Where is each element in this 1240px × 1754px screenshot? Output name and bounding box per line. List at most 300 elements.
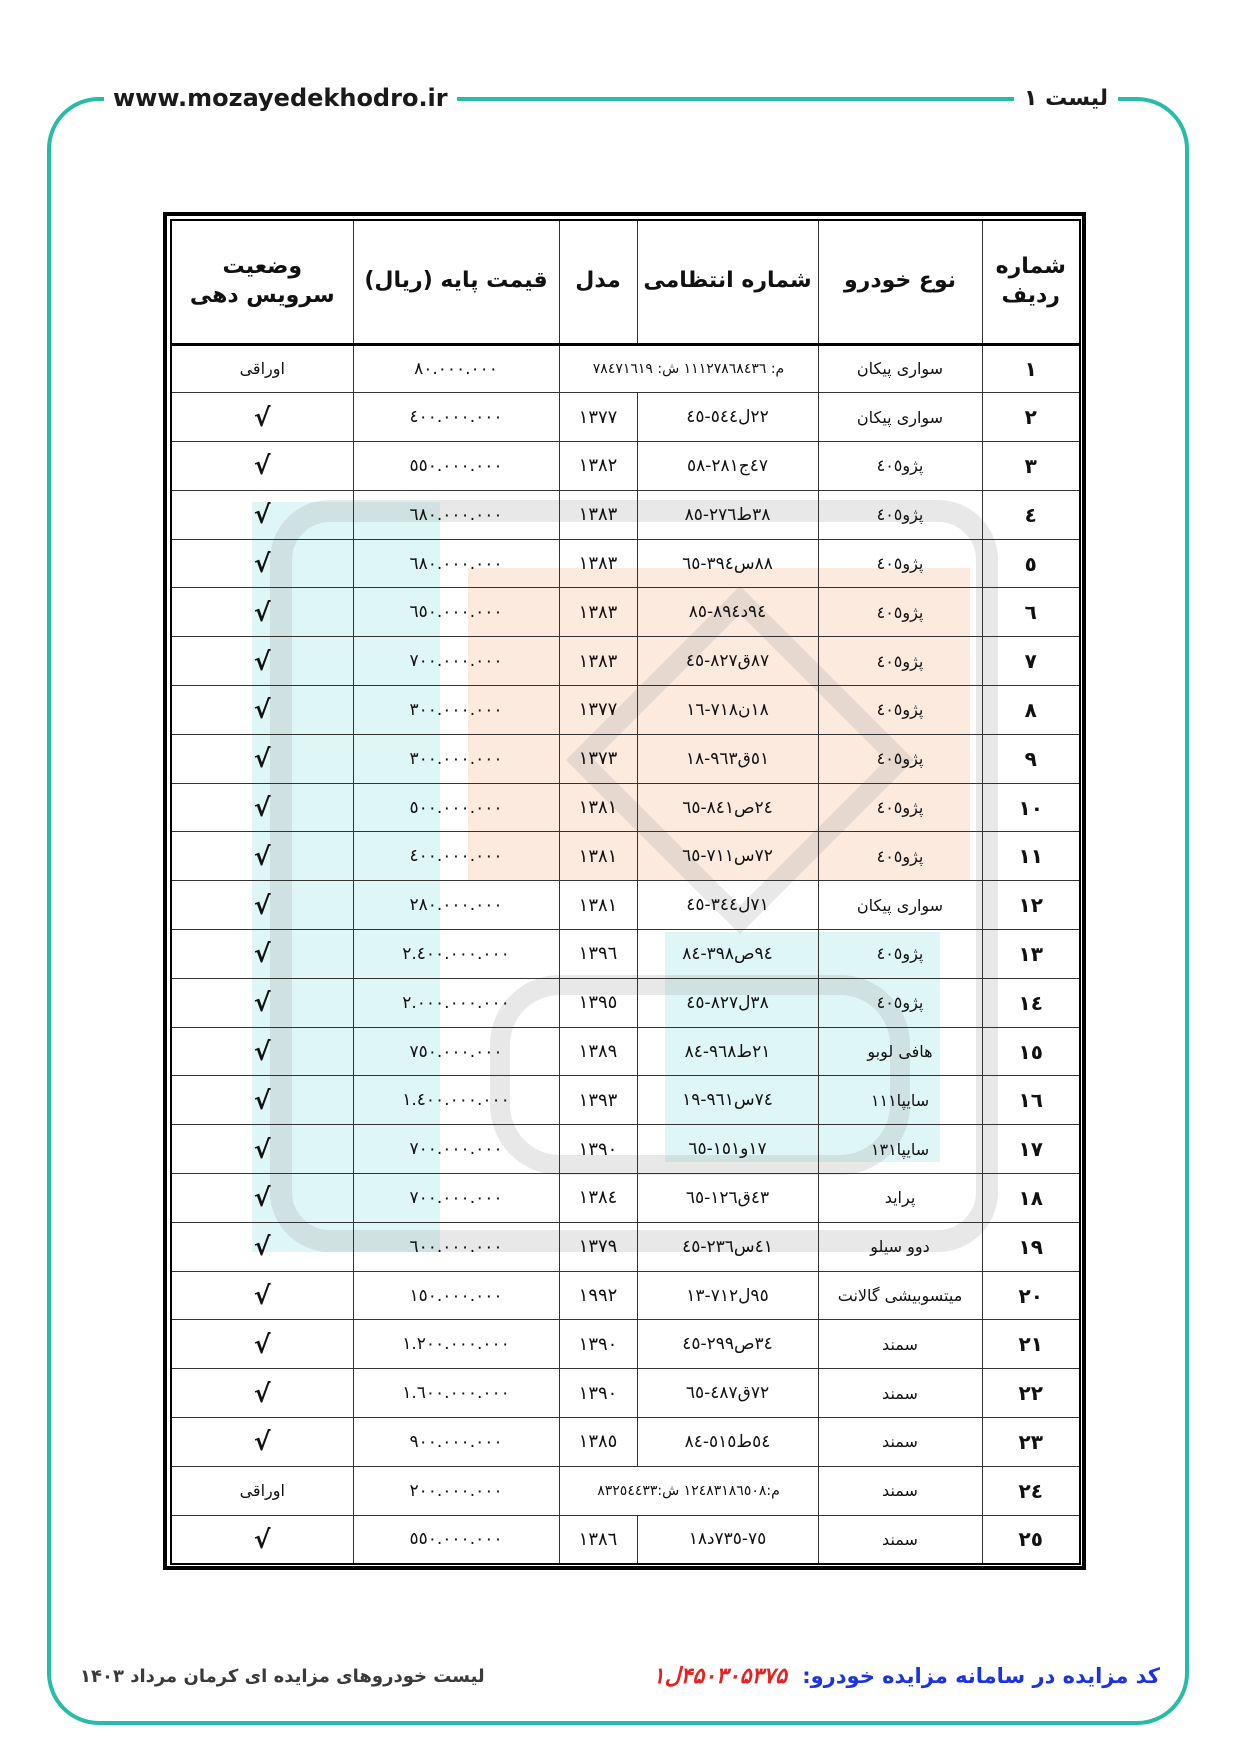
plate-number xyxy=(637,588,818,637)
plate-number-text: ٥٨-٢٨١ج٤٧ xyxy=(686,455,769,476)
plate-number-text: ٦٥-٣٩٤س٨٨ xyxy=(682,553,773,574)
row-number xyxy=(982,1271,1080,1320)
vehicle-type-text: سمند xyxy=(882,1383,918,1403)
base-price-text: ٢.٤٠٠.٠٠٠.٠٠٠ xyxy=(402,943,510,964)
model-year xyxy=(559,1515,637,1564)
vehicle-type xyxy=(818,637,982,686)
service-status-check xyxy=(171,686,353,735)
table-row xyxy=(171,490,1080,539)
service-status-check xyxy=(171,393,353,442)
vehicle-type xyxy=(818,1466,982,1515)
row-number xyxy=(982,344,1080,393)
row-number xyxy=(982,881,1080,930)
plate-number xyxy=(637,1515,818,1564)
base-price xyxy=(353,1418,559,1467)
service-status-check xyxy=(171,588,353,637)
service-status-check-text: √ xyxy=(253,1134,271,1164)
vehicle-type-text: پژو٤٠٥ xyxy=(876,846,924,866)
row-number-text: ٢٢ xyxy=(1018,1381,1043,1406)
row-number xyxy=(982,1125,1080,1174)
model-year-text: ١٣٨٣ xyxy=(578,601,618,623)
model-year-text: ١٣٨١ xyxy=(578,797,618,819)
vehicle-type-text: سمند xyxy=(882,1432,918,1452)
vehicle-type xyxy=(818,344,982,393)
service-status-check xyxy=(171,637,353,686)
table-row xyxy=(171,783,1080,832)
vehicle-type xyxy=(818,1125,982,1174)
plate-number-text: ١٦-٧١٨ن١٨ xyxy=(686,699,769,720)
plate-number-text: ٤٥-٣٤٤ل٧١ xyxy=(686,895,769,916)
row-number xyxy=(982,637,1080,686)
base-price-text: ٦٠٠.٠٠٠.٠٠٠ xyxy=(409,1236,503,1257)
vehicle-type xyxy=(818,442,982,491)
service-status-check xyxy=(171,978,353,1027)
model-year xyxy=(559,1027,637,1076)
row-number-text: ١٨ xyxy=(1018,1185,1043,1210)
plate-number-text: ٦٥-٤٨٧ق٧٢ xyxy=(685,1383,770,1404)
plate-number-text: ٤٥-٨٢٧ل٣٨ xyxy=(686,992,769,1013)
column-header-vehicle-type: نوع خودرو xyxy=(818,220,982,344)
plate-number xyxy=(637,1222,818,1271)
auction-code-label: کد مزایده در سامانه مزایده خودرو: xyxy=(802,1664,1160,1688)
base-price xyxy=(353,734,559,783)
vehicle-type xyxy=(818,1320,982,1369)
model-year xyxy=(559,588,637,637)
vehicle-type-text: سواری پیکان xyxy=(856,407,944,427)
row-number xyxy=(982,588,1080,637)
column-header-service-status: وضعیت سرویس دهی xyxy=(171,220,353,344)
vehicle-type xyxy=(818,1271,982,1320)
column-header-row-number: شماره ردیف xyxy=(982,220,1080,344)
vehicle-type-text: پژو٤٠٥ xyxy=(876,602,924,622)
service-status-check-text: √ xyxy=(253,695,271,725)
service-status-check xyxy=(171,783,353,832)
table-row xyxy=(171,881,1080,930)
service-status-check-text: √ xyxy=(253,451,271,481)
row-number xyxy=(982,930,1080,979)
vehicle-type xyxy=(818,930,982,979)
service-status-check xyxy=(171,1076,353,1125)
service-status-check xyxy=(171,1418,353,1467)
service-status-check xyxy=(171,1320,353,1369)
base-price xyxy=(353,1369,559,1418)
vehicle-type-text: سمند xyxy=(882,1481,918,1501)
base-price-text: ٤٠٠.٠٠٠.٠٠٠ xyxy=(409,846,503,867)
plate-number-text: ١٨د٧٣٥-٧٥ xyxy=(688,1529,767,1550)
plate-number-text: ٨٤-٣٩٨ص٩٤ xyxy=(682,943,773,964)
base-price-text: ٩٠٠.٠٠٠.٠٠٠ xyxy=(409,1431,503,1452)
row-number xyxy=(982,734,1080,783)
vehicle-type xyxy=(818,686,982,735)
plate-number-text: ١٨-٩٦٣ق٥١ xyxy=(685,748,770,769)
model-year xyxy=(559,1076,637,1125)
vehicle-type-text: پژو٤٠٥ xyxy=(876,456,924,476)
plate-number-text: ٤٥-٢٣٦س٤١ xyxy=(682,1236,773,1257)
row-number xyxy=(982,539,1080,588)
website-url: www.mozayedekhodro.ir xyxy=(104,83,457,113)
plate-number xyxy=(637,881,818,930)
row-number-text: ١٥ xyxy=(1018,1039,1043,1064)
vehicle-type xyxy=(818,1515,982,1564)
plate-number-text: ٨٥-٢٧٦ط٣٨ xyxy=(684,504,771,525)
table-row xyxy=(171,344,1080,393)
table-row xyxy=(171,1320,1080,1369)
service-status-text: اوراقی xyxy=(239,1481,285,1501)
vehicle-type xyxy=(818,1369,982,1418)
row-number-text: ٢٣ xyxy=(1018,1429,1043,1454)
row-number-text: ٢٤ xyxy=(1018,1478,1043,1503)
vehicle-type xyxy=(818,1418,982,1467)
table-row xyxy=(171,1027,1080,1076)
row-number xyxy=(982,1369,1080,1418)
plate-number-text: ٨٤-٥١٥ط٥٤ xyxy=(684,1431,771,1452)
base-price xyxy=(353,442,559,491)
service-status-check-text: √ xyxy=(253,793,271,823)
service-status-check-text: √ xyxy=(253,646,271,676)
service-status-check-text: √ xyxy=(253,1378,271,1408)
base-price xyxy=(353,490,559,539)
model-year-text: ١٩٩٢ xyxy=(578,1285,618,1307)
model-year xyxy=(559,930,637,979)
vehicle-type-text: پژو٤٠٥ xyxy=(876,749,924,769)
row-number-text: ٦ xyxy=(1024,600,1037,625)
service-status-check-text: √ xyxy=(253,1427,271,1457)
chassis-engine-number-text: م: ١١١٢٧٨٦٨٤٣٦ ش: ٧٨٤٧١٦١٩ xyxy=(592,360,785,377)
service-status-check xyxy=(171,1125,353,1174)
plate-number xyxy=(637,783,818,832)
base-price xyxy=(353,1222,559,1271)
vehicle-type-text: سواری پیکان xyxy=(856,895,944,915)
model-year xyxy=(559,637,637,686)
model-year xyxy=(559,1271,637,1320)
chassis-engine-number-text: م:١٢٤٨٣١٨٦٥٠٨ ش:٨٣٢٥٤٤٣٣ xyxy=(597,1482,780,1499)
row-number xyxy=(982,1174,1080,1223)
model-year-text: ١٣٨١ xyxy=(578,845,618,867)
model-year-text: ١٣٨٣ xyxy=(578,504,618,526)
base-price xyxy=(353,783,559,832)
table-row xyxy=(171,637,1080,686)
footer-list-title: لیست خودروهای مزایده ای کرمان مرداد ۱۴۰۳ xyxy=(80,1666,485,1687)
plate-number xyxy=(637,393,818,442)
vehicle-type xyxy=(818,539,982,588)
model-year xyxy=(559,1320,637,1369)
base-price xyxy=(353,1027,559,1076)
service-status-check-text: √ xyxy=(253,1329,271,1359)
base-price-text: ٥٥٠.٠٠٠.٠٠٠ xyxy=(409,1529,503,1550)
vehicle-type-text: پراید xyxy=(884,1188,916,1208)
base-price xyxy=(353,881,559,930)
vehicle-type xyxy=(818,1174,982,1223)
table-row xyxy=(171,1515,1080,1564)
base-price-text: ٨٠.٠٠٠.٠٠٠ xyxy=(414,358,498,379)
service-status-check xyxy=(171,490,353,539)
model-year-text: ١٣٨٦ xyxy=(578,1528,618,1550)
table-row xyxy=(171,393,1080,442)
base-price-text: ٣٠٠.٠٠٠.٠٠٠ xyxy=(409,748,503,769)
vehicle-type-text: پژو٤٠٥ xyxy=(876,505,924,525)
plate-number-text: ٦٥-٧١١س٧٢ xyxy=(682,846,773,867)
service-status-check-text: √ xyxy=(253,1085,271,1115)
vehicle-type xyxy=(818,734,982,783)
base-price-text: ١.٦٠٠.٠٠٠.٠٠٠ xyxy=(402,1383,510,1404)
base-price xyxy=(353,930,559,979)
service-status-text: اوراقی xyxy=(239,359,285,379)
service-status-check-text: √ xyxy=(253,841,271,871)
row-number-text: ١٧ xyxy=(1018,1137,1043,1162)
vehicle-type-text: پژو٤٠٥ xyxy=(876,651,924,671)
table-row xyxy=(171,1076,1080,1125)
plate-number-text: ١٣-٧١٢ل٩٥ xyxy=(686,1285,769,1306)
plate-number-text: ٤٥-٥٤٤ل٢٢ xyxy=(686,407,769,428)
table-row xyxy=(171,1125,1080,1174)
service-status-check xyxy=(171,1222,353,1271)
table-row xyxy=(171,539,1080,588)
base-price xyxy=(353,1320,559,1369)
base-price xyxy=(353,1466,559,1515)
service-status-check xyxy=(171,1174,353,1223)
vehicle-type-text: سمند xyxy=(882,1529,918,1549)
vehicle-type-text: پژو٤٠٥ xyxy=(876,944,924,964)
model-year xyxy=(559,1369,637,1418)
vehicle-table-container xyxy=(163,212,1086,1570)
table-header-row xyxy=(171,220,1080,344)
plate-number-text: ٤٥-٨٢٧ق٨٧ xyxy=(685,651,770,672)
service-status-check-text: √ xyxy=(253,402,271,432)
plate-number xyxy=(637,930,818,979)
service-status-check-text: √ xyxy=(253,549,271,579)
model-year xyxy=(559,1125,637,1174)
vehicle-type-text: سواری پیکان xyxy=(856,359,944,379)
model-year-text: ١٣٨٤ xyxy=(578,1187,618,1209)
model-year xyxy=(559,1222,637,1271)
base-price xyxy=(353,539,559,588)
row-number xyxy=(982,686,1080,735)
service-status-check-text: √ xyxy=(253,597,271,627)
plate-number xyxy=(637,1076,818,1125)
row-number-text: ١٤ xyxy=(1018,990,1043,1015)
plate-number-text: ٨٥-٨٩٤د٩٤ xyxy=(688,602,767,623)
plate-number xyxy=(637,1369,818,1418)
service-status-check xyxy=(171,734,353,783)
row-number-text: ١٢ xyxy=(1018,893,1043,918)
plate-number xyxy=(637,686,818,735)
model-year-text: ١٣٩٥ xyxy=(578,992,618,1014)
service-status-check-text: √ xyxy=(253,1281,271,1311)
vehicle-type-text: دوو سیلو xyxy=(870,1237,930,1257)
base-price-text: ١٥٠.٠٠٠.٠٠٠ xyxy=(409,1285,503,1306)
row-number-text: ١١ xyxy=(1018,844,1043,869)
plate-number xyxy=(637,1271,818,1320)
table-row xyxy=(171,442,1080,491)
row-number xyxy=(982,1076,1080,1125)
plate-number xyxy=(637,637,818,686)
row-number xyxy=(982,978,1080,1027)
service-status-check xyxy=(171,1515,353,1564)
column-header-model: مدل xyxy=(559,220,637,344)
base-price-text: ٢٨٠.٠٠٠.٠٠٠ xyxy=(409,895,503,916)
base-price-text: ٧٠٠.٠٠٠.٠٠٠ xyxy=(409,1139,503,1160)
service-status-check-text: √ xyxy=(253,890,271,920)
base-price xyxy=(353,1076,559,1125)
table-row xyxy=(171,734,1080,783)
vehicle-type xyxy=(818,393,982,442)
vehicle-type xyxy=(818,832,982,881)
vehicle-type xyxy=(818,588,982,637)
plate-number xyxy=(637,1125,818,1174)
vehicle-auction-table xyxy=(170,219,1081,1565)
base-price-text: ١.٤٠٠.٠٠٠.٠٠٠ xyxy=(402,1090,510,1111)
base-price xyxy=(353,393,559,442)
row-number-text: ١٠ xyxy=(1018,795,1043,820)
row-number-text: ١٩ xyxy=(1018,1234,1043,1259)
row-number xyxy=(982,1418,1080,1467)
service-status-check-text: √ xyxy=(253,1232,271,1262)
model-year xyxy=(559,490,637,539)
plate-number-text: ٦٥-٨٤١ص٢٤ xyxy=(682,797,773,818)
model-year xyxy=(559,734,637,783)
base-price xyxy=(353,1271,559,1320)
service-status-check xyxy=(171,1027,353,1076)
vehicle-type-text: سمند xyxy=(882,1334,918,1354)
row-number xyxy=(982,1027,1080,1076)
row-number-text: ١ xyxy=(1024,356,1037,381)
plate-number-text: ٦٥-١٥١و١٧ xyxy=(688,1139,767,1160)
model-year-text: ١٣٨٣ xyxy=(578,553,618,575)
base-price xyxy=(353,1174,559,1223)
model-year-text: ١٣٨٢ xyxy=(578,455,618,477)
row-number-text: ٢٠ xyxy=(1018,1283,1043,1308)
row-number-text: ٧ xyxy=(1024,649,1037,674)
vehicle-type-text: سایپا١١١ xyxy=(870,1090,930,1110)
plate-number xyxy=(637,978,818,1027)
row-number xyxy=(982,1222,1080,1271)
row-number-text: ٥ xyxy=(1024,551,1037,576)
table-row xyxy=(171,1222,1080,1271)
model-year xyxy=(559,1418,637,1467)
vehicle-type xyxy=(818,881,982,930)
model-year-text: ١٣٩٠ xyxy=(578,1382,618,1404)
row-number xyxy=(982,490,1080,539)
model-year xyxy=(559,832,637,881)
service-status xyxy=(171,344,353,393)
service-status-check-text: √ xyxy=(253,1183,271,1213)
model-year xyxy=(559,978,637,1027)
service-status-check xyxy=(171,442,353,491)
vehicle-type xyxy=(818,1076,982,1125)
column-header-base-price: قیمت پایه (ریال) xyxy=(353,220,559,344)
base-price-text: ٥٠٠.٠٠٠.٠٠٠ xyxy=(409,797,503,818)
list-number-label: لیست ۱ xyxy=(1014,84,1118,114)
model-year-text: ١٣٩٠ xyxy=(578,1333,618,1355)
base-price xyxy=(353,344,559,393)
plate-number xyxy=(637,832,818,881)
service-status-check xyxy=(171,539,353,588)
service-status-check-text: √ xyxy=(253,988,271,1018)
plate-number xyxy=(637,1418,818,1467)
plate-number xyxy=(637,490,818,539)
row-number xyxy=(982,783,1080,832)
table-row xyxy=(171,978,1080,1027)
service-status-check xyxy=(171,832,353,881)
base-price-text: ٣٠٠.٠٠٠.٠٠٠ xyxy=(409,699,503,720)
vehicle-type xyxy=(818,490,982,539)
plate-number-text: ١٩-٩٦١س٧٤ xyxy=(682,1090,773,1111)
base-price-text: ٦٥٠.٠٠٠.٠٠٠ xyxy=(409,602,503,623)
plate-number-text: ٨٤-٩٦٨ط٢١ xyxy=(684,1041,771,1062)
auction-code-value: ۱ل۴۵۰۳۰۵۳۷۵ xyxy=(652,1664,787,1689)
base-price-text: ١.٢٠٠.٠٠٠.٠٠٠ xyxy=(402,1334,510,1355)
model-year-text: ١٣٩٣ xyxy=(578,1089,618,1111)
service-status-check xyxy=(171,881,353,930)
row-number-text: ٩ xyxy=(1024,746,1037,771)
vehicle-type xyxy=(818,783,982,832)
vehicle-type-text: سایپا١٣١ xyxy=(870,1139,930,1159)
service-status xyxy=(171,1466,353,1515)
row-number xyxy=(982,1515,1080,1564)
row-number-text: ٢١ xyxy=(1018,1332,1043,1357)
vehicle-type xyxy=(818,1222,982,1271)
model-year xyxy=(559,783,637,832)
plate-number xyxy=(637,1174,818,1223)
table-row xyxy=(171,1369,1080,1418)
model-year-text: ١٣٧٩ xyxy=(578,1236,618,1258)
vehicle-type-text: پژو٤٠٥ xyxy=(876,700,924,720)
model-year xyxy=(559,539,637,588)
row-number-text: ٤ xyxy=(1024,502,1037,527)
vehicle-type xyxy=(818,1027,982,1076)
service-status-check xyxy=(171,1369,353,1418)
footer-auction-code xyxy=(653,1660,1160,1693)
model-year xyxy=(559,1174,637,1223)
base-price xyxy=(353,1515,559,1564)
plate-number xyxy=(637,442,818,491)
model-year xyxy=(559,442,637,491)
base-price-text: ٧٠٠.٠٠٠.٠٠٠ xyxy=(409,651,503,672)
model-year-text: ١٣٧٣ xyxy=(578,748,618,770)
model-year-text: ١٣٩٠ xyxy=(578,1138,618,1160)
service-status-check-text: √ xyxy=(253,744,271,774)
table-row xyxy=(171,1174,1080,1223)
table-body xyxy=(171,344,1080,1564)
vehicle-type-text: پژو٤٠٥ xyxy=(876,993,924,1013)
base-price-text: ٤٠٠.٠٠٠.٠٠٠ xyxy=(409,407,503,428)
row-number xyxy=(982,442,1080,491)
model-year xyxy=(559,881,637,930)
service-status-check xyxy=(171,930,353,979)
row-number xyxy=(982,1320,1080,1369)
base-price-text: ٦٨٠.٠٠٠.٠٠٠ xyxy=(409,553,503,574)
base-price-text: ٦٨٠.٠٠٠.٠٠٠ xyxy=(409,504,503,525)
table-row xyxy=(171,1466,1080,1515)
row-number-text: ٢ xyxy=(1024,405,1037,430)
service-status-check-text: √ xyxy=(253,500,271,530)
model-year xyxy=(559,393,637,442)
vehicle-type-text: هافی لوبو xyxy=(867,1042,933,1062)
model-year-text: ١٣٧٧ xyxy=(578,406,618,428)
vehicle-type-text: میتسوبیشی گالانت xyxy=(837,1286,963,1306)
base-price xyxy=(353,978,559,1027)
table-row xyxy=(171,686,1080,735)
vehicle-type-text: پژو٤٠٥ xyxy=(876,798,924,818)
plate-number xyxy=(637,1027,818,1076)
service-status-check-text: √ xyxy=(253,939,271,969)
vehicle-type-text: پژو٤٠٥ xyxy=(876,554,924,574)
vehicle-type xyxy=(818,978,982,1027)
table-row xyxy=(171,930,1080,979)
table-row xyxy=(171,1271,1080,1320)
row-number-text: ٣ xyxy=(1024,453,1037,478)
service-status-check xyxy=(171,1271,353,1320)
